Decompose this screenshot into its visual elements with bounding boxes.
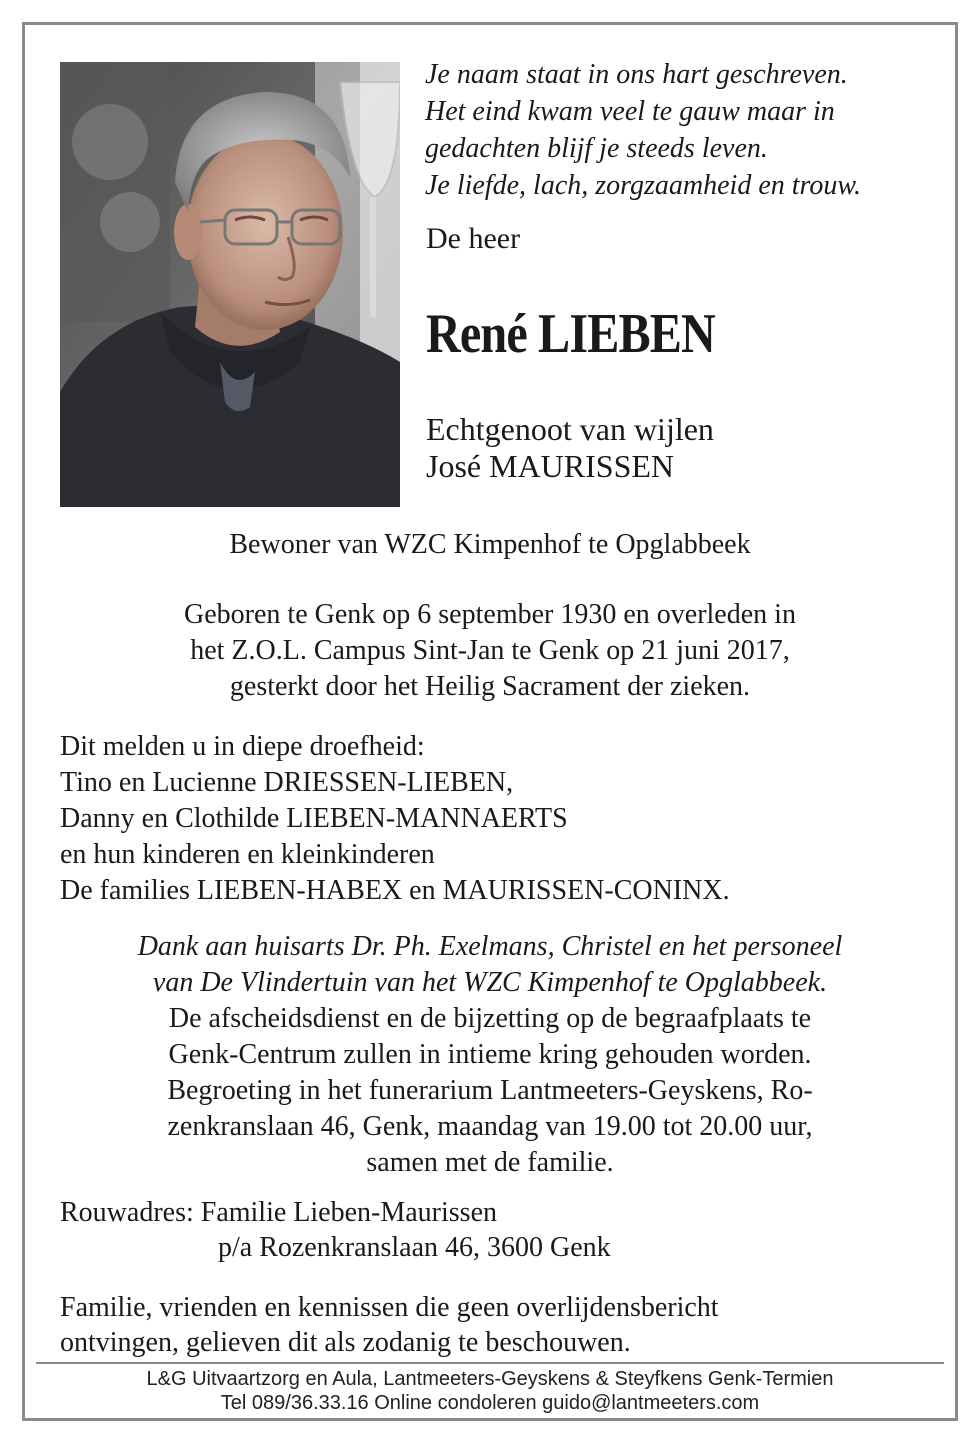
portrait-photo bbox=[60, 62, 400, 507]
footer-divider bbox=[36, 1362, 944, 1364]
notice-line: Familie, vrienden en kennissen die geen overlijdensbericht bbox=[60, 1292, 719, 1323]
service-info bbox=[40, 1001, 940, 1181]
thanks-note bbox=[40, 929, 940, 1001]
mourning-address-street: p/a Rozenkranslaan 46, 3600 Genk bbox=[218, 1232, 611, 1263]
announcement-line: Dit melden u in diepe droefheid: bbox=[60, 731, 425, 762]
poem-line: gedachten blijf je steeds leven. bbox=[425, 133, 768, 164]
footer-company: L&G Uitvaartzorg en Aula, Lantmeeters-Geyskens & Steyfkens Genk-Termien bbox=[146, 1368, 834, 1390]
title-prefix: De heer bbox=[426, 222, 521, 255]
service-line: Begroeting in het funerarium Lantmeeters-Geyskens, Ro- bbox=[167, 1075, 813, 1106]
birth-death-line: gesterkt door het Heilig Sacrament der zieken. bbox=[229, 671, 751, 702]
poem-line: Je naam staat in ons hart geschreven. bbox=[425, 59, 848, 90]
service-line: De afscheidsdienst en de bijzetting op de begraafplaats te bbox=[168, 1003, 812, 1034]
funeral-home-footer bbox=[36, 1367, 944, 1415]
announcement-line: Danny en Clothilde LIEBEN-MANNAERTS bbox=[60, 803, 568, 834]
spouse-line: Echtgenoot van wijlen bbox=[426, 411, 714, 447]
residence-line: Bewoner van WZC Kimpenhof te Opglabbeek bbox=[229, 529, 751, 560]
service-line: samen met de familie. bbox=[366, 1147, 614, 1178]
birth-death-line: het Z.O.L. Campus Sint-Jan te Genk op 21 juni 2017, bbox=[190, 635, 790, 666]
thanks-line: Dank aan huisarts Dr. Ph. Exelmans, Christel en het personeel bbox=[137, 931, 843, 962]
announcement-line: De families LIEBEN-HABEX en MAURISSEN-CONINX. bbox=[60, 875, 730, 906]
poem-line: Het eind kwam veel te gauw maar in bbox=[425, 96, 835, 127]
deceased-name: René LIEBEN bbox=[426, 303, 715, 365]
closing-notice bbox=[60, 1290, 719, 1360]
announcement-line: en hun kinderen en kleinkinderen bbox=[60, 839, 435, 870]
service-line: Genk-Centrum zullen in intieme kring gehouden worden. bbox=[168, 1039, 812, 1070]
notice-line: ontvingen, gelieven dit als zodanig te beschouwen. bbox=[60, 1327, 631, 1358]
memorial-poem bbox=[425, 56, 945, 204]
poem-line: Je liefde, lach, zorgzaamheid en trouw. bbox=[425, 170, 861, 201]
thanks-line: van De Vlindertuin van het WZC Kimpenhof te Opglabbeek. bbox=[152, 967, 828, 998]
service-line: zenkranslaan 46, Genk, maandag van 19.00 tot 20.00 uur, bbox=[167, 1111, 813, 1142]
footer-contact: Tel 089/36.33.16 Online condoleren guido@lantmeeters.com bbox=[220, 1392, 760, 1414]
spouse-info bbox=[426, 411, 714, 485]
birth-death-info bbox=[40, 597, 940, 705]
birth-death-line: Geboren te Genk op 6 september 1930 en overleden in bbox=[184, 599, 796, 630]
announcement-line: Tino en Lucienne DRIESSEN-LIEBEN, bbox=[60, 767, 514, 798]
spouse-line: José MAURISSEN bbox=[426, 448, 675, 484]
family-announcement bbox=[60, 729, 730, 909]
mourning-address-label: Rouwadres: Familie Lieben-Maurissen bbox=[60, 1197, 498, 1228]
